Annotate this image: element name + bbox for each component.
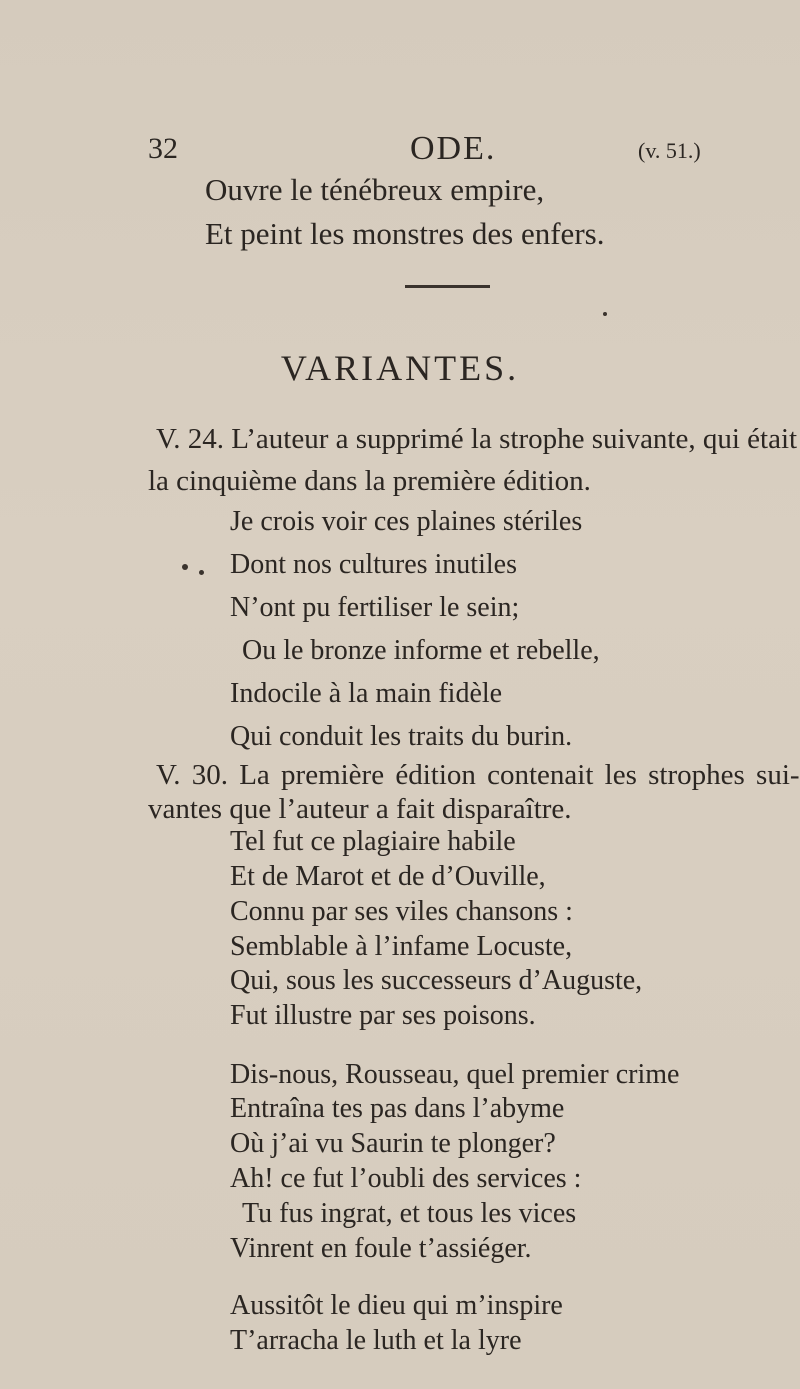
stanza-line: Dont nos cultures inutiles bbox=[230, 549, 517, 580]
stanza-line: Semblable à l’infame Locuste, bbox=[230, 930, 573, 962]
stanza-line: Je crois voir ces plaines stériles bbox=[230, 506, 583, 537]
stanza-line: Ah! ce fut l’oubli des services : bbox=[230, 1163, 582, 1195]
ink-speck bbox=[199, 570, 204, 575]
note-text bbox=[148, 418, 798, 502]
stanza-line: Fut illustre par ses poisons. bbox=[230, 1000, 536, 1032]
stanza-line: Dis-nous, Rousseau, quel premier crime bbox=[230, 1058, 680, 1090]
stanza-line: T’arracha le luth et la lyre bbox=[230, 1325, 522, 1357]
stanza bbox=[230, 1058, 679, 1267]
stanza-line: N’ont pu fertiliser le sein; bbox=[230, 592, 520, 623]
stanza bbox=[230, 500, 600, 758]
stanza-line: Aussitôt le dieu qui m’inspire bbox=[230, 1290, 563, 1322]
page-number: 32 bbox=[148, 132, 178, 165]
ink-speck bbox=[182, 564, 188, 570]
stanza-line: Qui, sous les successeurs d’Auguste, bbox=[230, 965, 643, 997]
note-line: la cinquième dans la première édition. bbox=[148, 465, 591, 497]
ode-line: Ouvre le ténébreux empire, bbox=[205, 172, 545, 207]
section-title: VARIANTES. bbox=[280, 348, 520, 388]
note-line: V. 30. La première édition contenait les strophes sui- bbox=[156, 758, 800, 791]
stanza-line: Qui conduit les traits du burin. bbox=[230, 721, 573, 752]
ink-speck bbox=[603, 312, 607, 316]
stanza bbox=[230, 1289, 563, 1359]
verse-reference: (v. 51.) bbox=[638, 138, 701, 163]
stanza-line: Indocile à la main fidèle bbox=[230, 678, 503, 709]
stanza-line: Où j’ai vu Saurin te plonger? bbox=[230, 1128, 556, 1160]
stanza-line: Tel fut ce plagiaire habile bbox=[230, 826, 516, 858]
stanza-line: Tu fus ingrat, et tous les vices bbox=[242, 1197, 577, 1229]
stanza-line: Entraîna tes pas dans l’abyme bbox=[230, 1093, 565, 1125]
stanza-line: Vinrent en foule t’assiéger. bbox=[230, 1232, 532, 1264]
stanza-line: Et de Marot et de d’Ouville, bbox=[230, 860, 546, 892]
ode-line: Et peint les monstres des enfers. bbox=[205, 216, 605, 251]
running-title: ODE. bbox=[410, 130, 497, 167]
stanza-line: Ou le bronze informe et rebelle, bbox=[242, 635, 600, 666]
note-line: V. 24. L’auteur a supprimé la strophe suivante, qui était bbox=[156, 423, 798, 455]
note-text bbox=[148, 758, 800, 826]
stanza-line: Connu par ses viles chansons : bbox=[230, 895, 573, 927]
divider-rule bbox=[405, 285, 490, 288]
note-line: vantes que l’auteur a fait disparaître. bbox=[148, 792, 572, 825]
stanza bbox=[230, 825, 642, 1034]
